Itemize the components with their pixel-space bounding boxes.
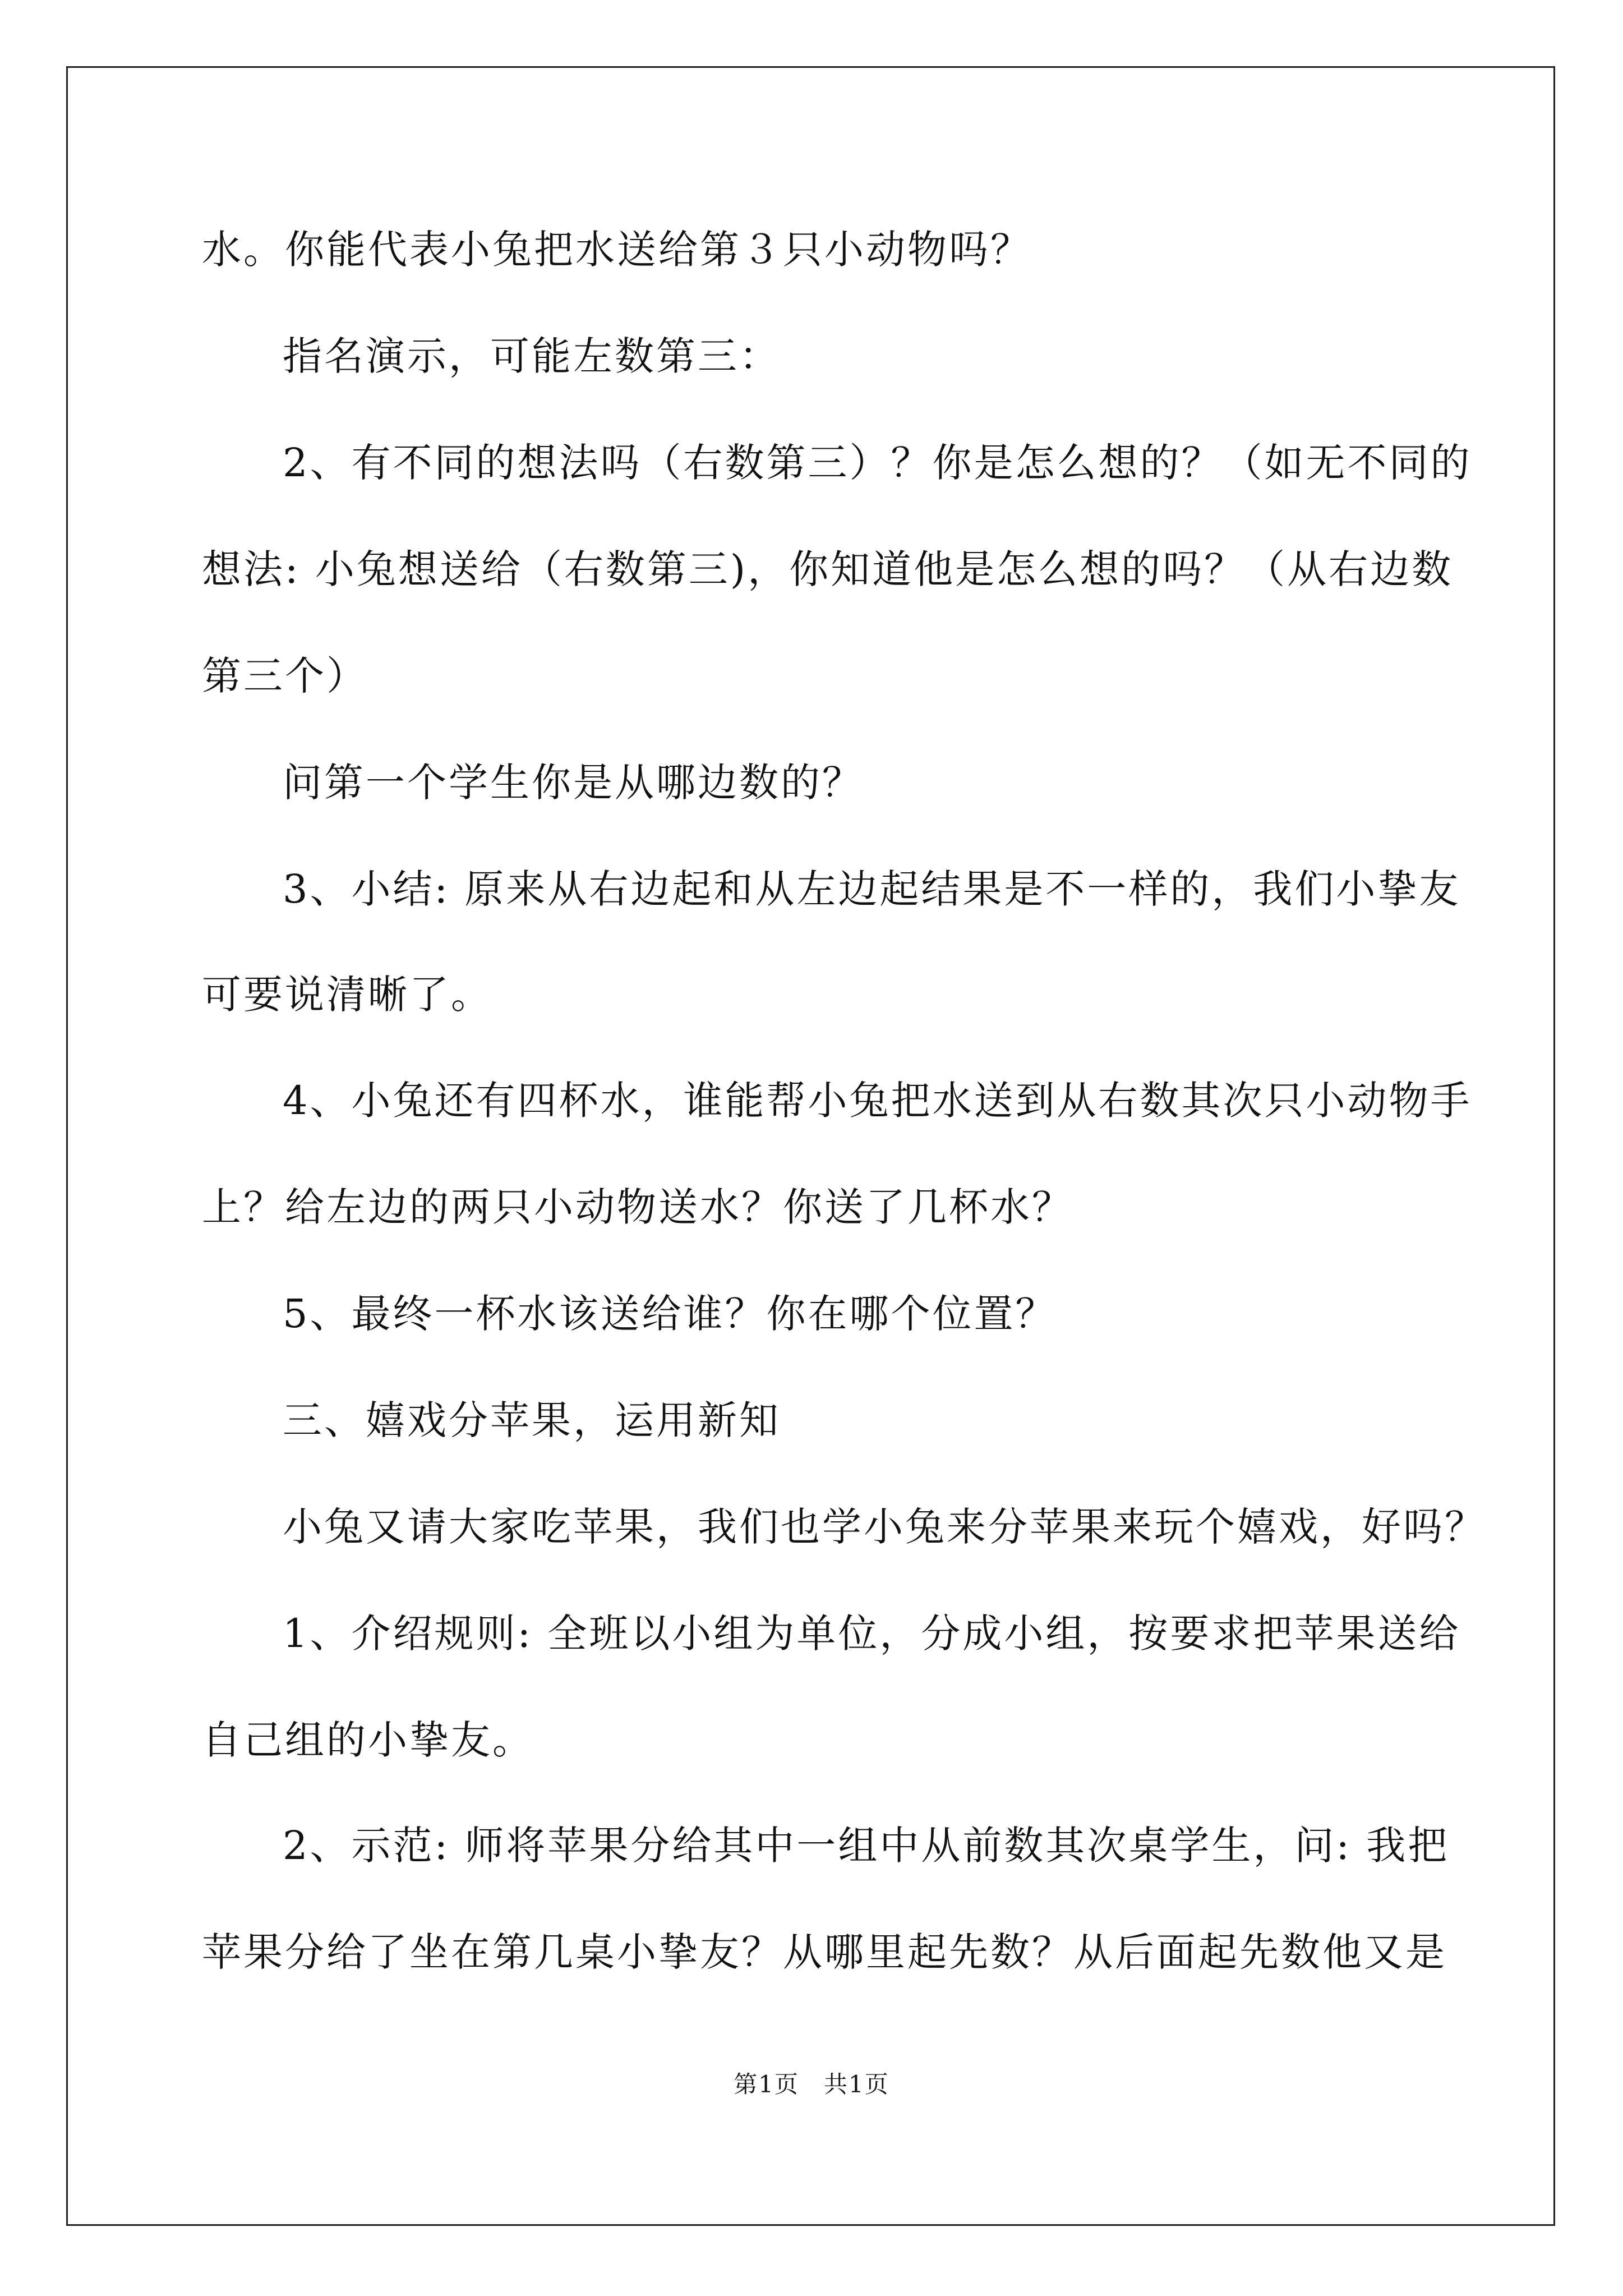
- text-line-12: 三、嬉戏分苹果，运用新知: [283, 1397, 781, 1443]
- page-border: [66, 66, 1555, 2226]
- text-line-7: 3、小结: 原来从右边起和从左边起结果是不一样的，我们小挚友: [283, 866, 1461, 912]
- text-line-11: 5、最终一杯水该送给谁？你在哪个位置？: [283, 1291, 1057, 1337]
- text-line-8: 可要说清晰了。: [202, 972, 492, 1018]
- page-number-footer: 第1页 共1页: [734, 2070, 889, 2098]
- text-line-16: 2、示范: 师将苹果分给其中一组中从前数其次桌学生，问: 我把: [283, 1823, 1450, 1869]
- text-line-13: 小兔又请大家吃苹果，我们也学小兔来分苹果来玩个嬉戏，好吗？: [283, 1504, 1486, 1550]
- text-line-14: 1、介绍规则: 全班以小组为单位，分成小组，按要求把苹果送给: [283, 1611, 1461, 1657]
- text-line-1: 水。你能代表小兔把水送给第３只小动物吗？: [202, 227, 1032, 273]
- text-line-5: 第三个）: [202, 653, 368, 699]
- text-line-17: 苹果分给了坐在第几桌小挚友？从哪里起先数？从后面起先数他又是: [202, 1929, 1447, 1975]
- text-line-10: 上？给左边的两只小动物送水？你送了几杯水？: [202, 1184, 1073, 1230]
- text-line-15: 自己组的小挚友。: [202, 1717, 534, 1763]
- text-line-3: 2、有不同的想法吗（右数第三）？你是怎么想的？（如无不同的: [283, 440, 1472, 486]
- text-line-2: 指名演示，可能左数第三：: [283, 333, 781, 379]
- text-line-4: 想法: 小兔想送给（右数第三)，你知道他是怎么想的吗？（从右边数: [202, 546, 1454, 592]
- text-line-9: 4、小兔还有四杯水，谁能帮小兔把水送到从右数其次只小动物手: [283, 1078, 1472, 1124]
- text-line-6: 问第一个学生你是从哪边数的？: [283, 760, 864, 806]
